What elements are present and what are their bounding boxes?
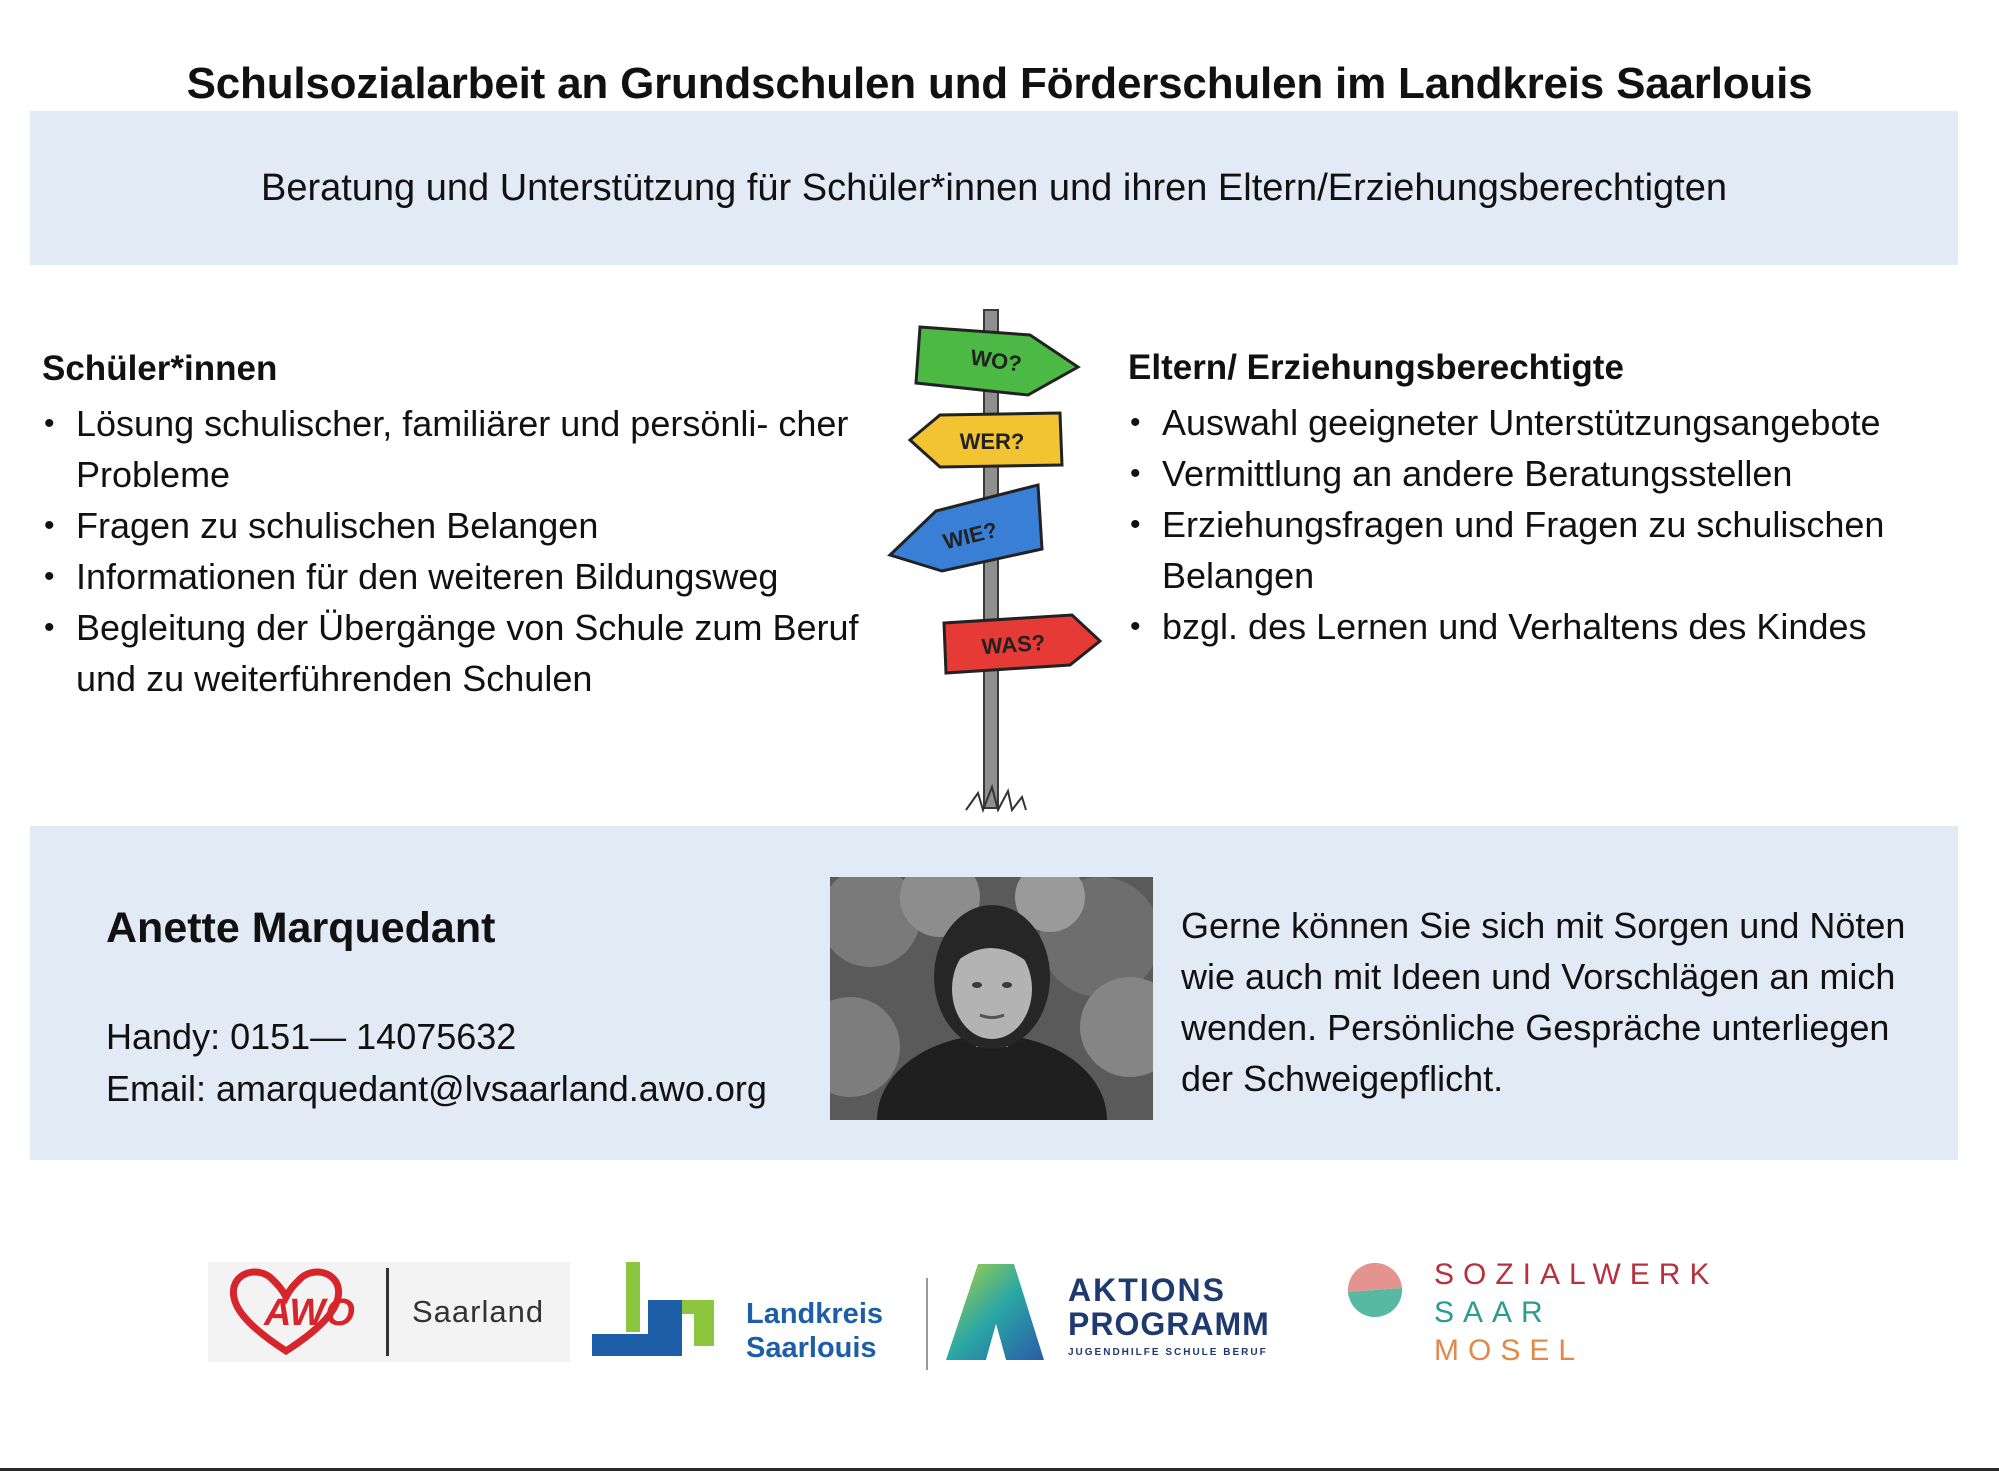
list-item: • bzgl. des Lernen und Verhaltens des Kindes [1128, 601, 1958, 652]
list-item: • Erziehungsfragen und Fragen zu schulischen Belangen [1128, 499, 1958, 601]
parents-heading: Eltern/ Erziehungsberechtigte [1128, 348, 1624, 387]
list-item: • Lösung schulischer, familiärer und persönli- cher Probleme [42, 398, 872, 500]
list-item: • Auswahl geeigneter Unterstützungsangebote [1128, 397, 1958, 448]
students-list [42, 398, 872, 704]
partner-logos [0, 1240, 1999, 1380]
logo-divider [926, 1278, 928, 1370]
contact-name: Anette Marquedant [106, 904, 496, 952]
sign-label: WO? [968, 344, 1024, 377]
students-section [42, 348, 872, 704]
sozialwerk-line2: SAAR [1434, 1296, 1552, 1329]
sign-label: WER? [959, 429, 1025, 454]
list-item: • Vermittlung an andere Beratungsstellen [1128, 448, 1958, 499]
sign-wo [916, 327, 1078, 395]
subtitle: Beratung und Unterstützung für Schüler*innen und ihren Eltern/Erziehungsberechtigten [260, 167, 1728, 209]
landkreis-logo [592, 1260, 912, 1372]
awo-logo [208, 1262, 570, 1362]
list-item: • Begleitung der Übergänge von Schule zum Beruf und zu weiterführenden Schulen [42, 602, 872, 704]
signpost-illustration [880, 305, 1110, 815]
aktionsprogramm-icon [940, 1260, 1050, 1366]
page-title: Schulsozialarbeit an Grundschulen und Förderschulen im Landkreis Saarlouis [186, 59, 1813, 108]
contact-email[interactable]: Email: amarquedant@lvsaarland.awo.org [106, 1068, 767, 1109]
subtitle-band [30, 111, 1958, 265]
list-item: • Informationen für den weiteren Bildungsweg [42, 551, 872, 602]
landkreis-icon [592, 1260, 718, 1370]
aktions-line2: PROGRAMM [1068, 1306, 1270, 1342]
sozialwerk-line3: MOSEL [1434, 1334, 1585, 1367]
aktions-line1: AKTIONS [1068, 1272, 1226, 1308]
sign-wer [910, 413, 1062, 467]
logo-divider [386, 1268, 389, 1356]
aktionsprogramm-logo [940, 1260, 1320, 1370]
students-heading: Schüler*innen [42, 349, 278, 388]
parents-list [1128, 397, 1958, 652]
sign-label: WAS? [980, 629, 1047, 660]
sozialwerk-logo [1344, 1258, 1764, 1368]
parents-section [1128, 347, 1958, 652]
sign-label: WIE? [940, 516, 1000, 555]
awo-mark: AWO [264, 1292, 355, 1334]
contact-info-text: Gerne können Sie sich mit Sorgen und Nöten wie auch mit Ideen und Vorschlägen an mich wenden. Persönliche Gespräche unterliegen der Schweigepflicht. [1181, 905, 1906, 1099]
landkreis-line2: Saarlouis [746, 1332, 877, 1364]
aktions-tagline: JUGENDHILFE SCHULE BERUF [1068, 1347, 1268, 1358]
contact-photo [830, 877, 1153, 1120]
sozialwerk-icon [1344, 1262, 1406, 1320]
landkreis-line1: Landkreis [746, 1298, 883, 1330]
sign-wie [890, 485, 1042, 571]
list-item: • Fragen zu schulischen Belangen [42, 500, 872, 551]
sign-was [944, 615, 1100, 673]
sozialwerk-line1: SOZIALWERK [1434, 1258, 1719, 1291]
contact-phone: Handy: 0151— 14075632 [106, 1016, 517, 1057]
awo-region: Saarland [412, 1294, 545, 1329]
